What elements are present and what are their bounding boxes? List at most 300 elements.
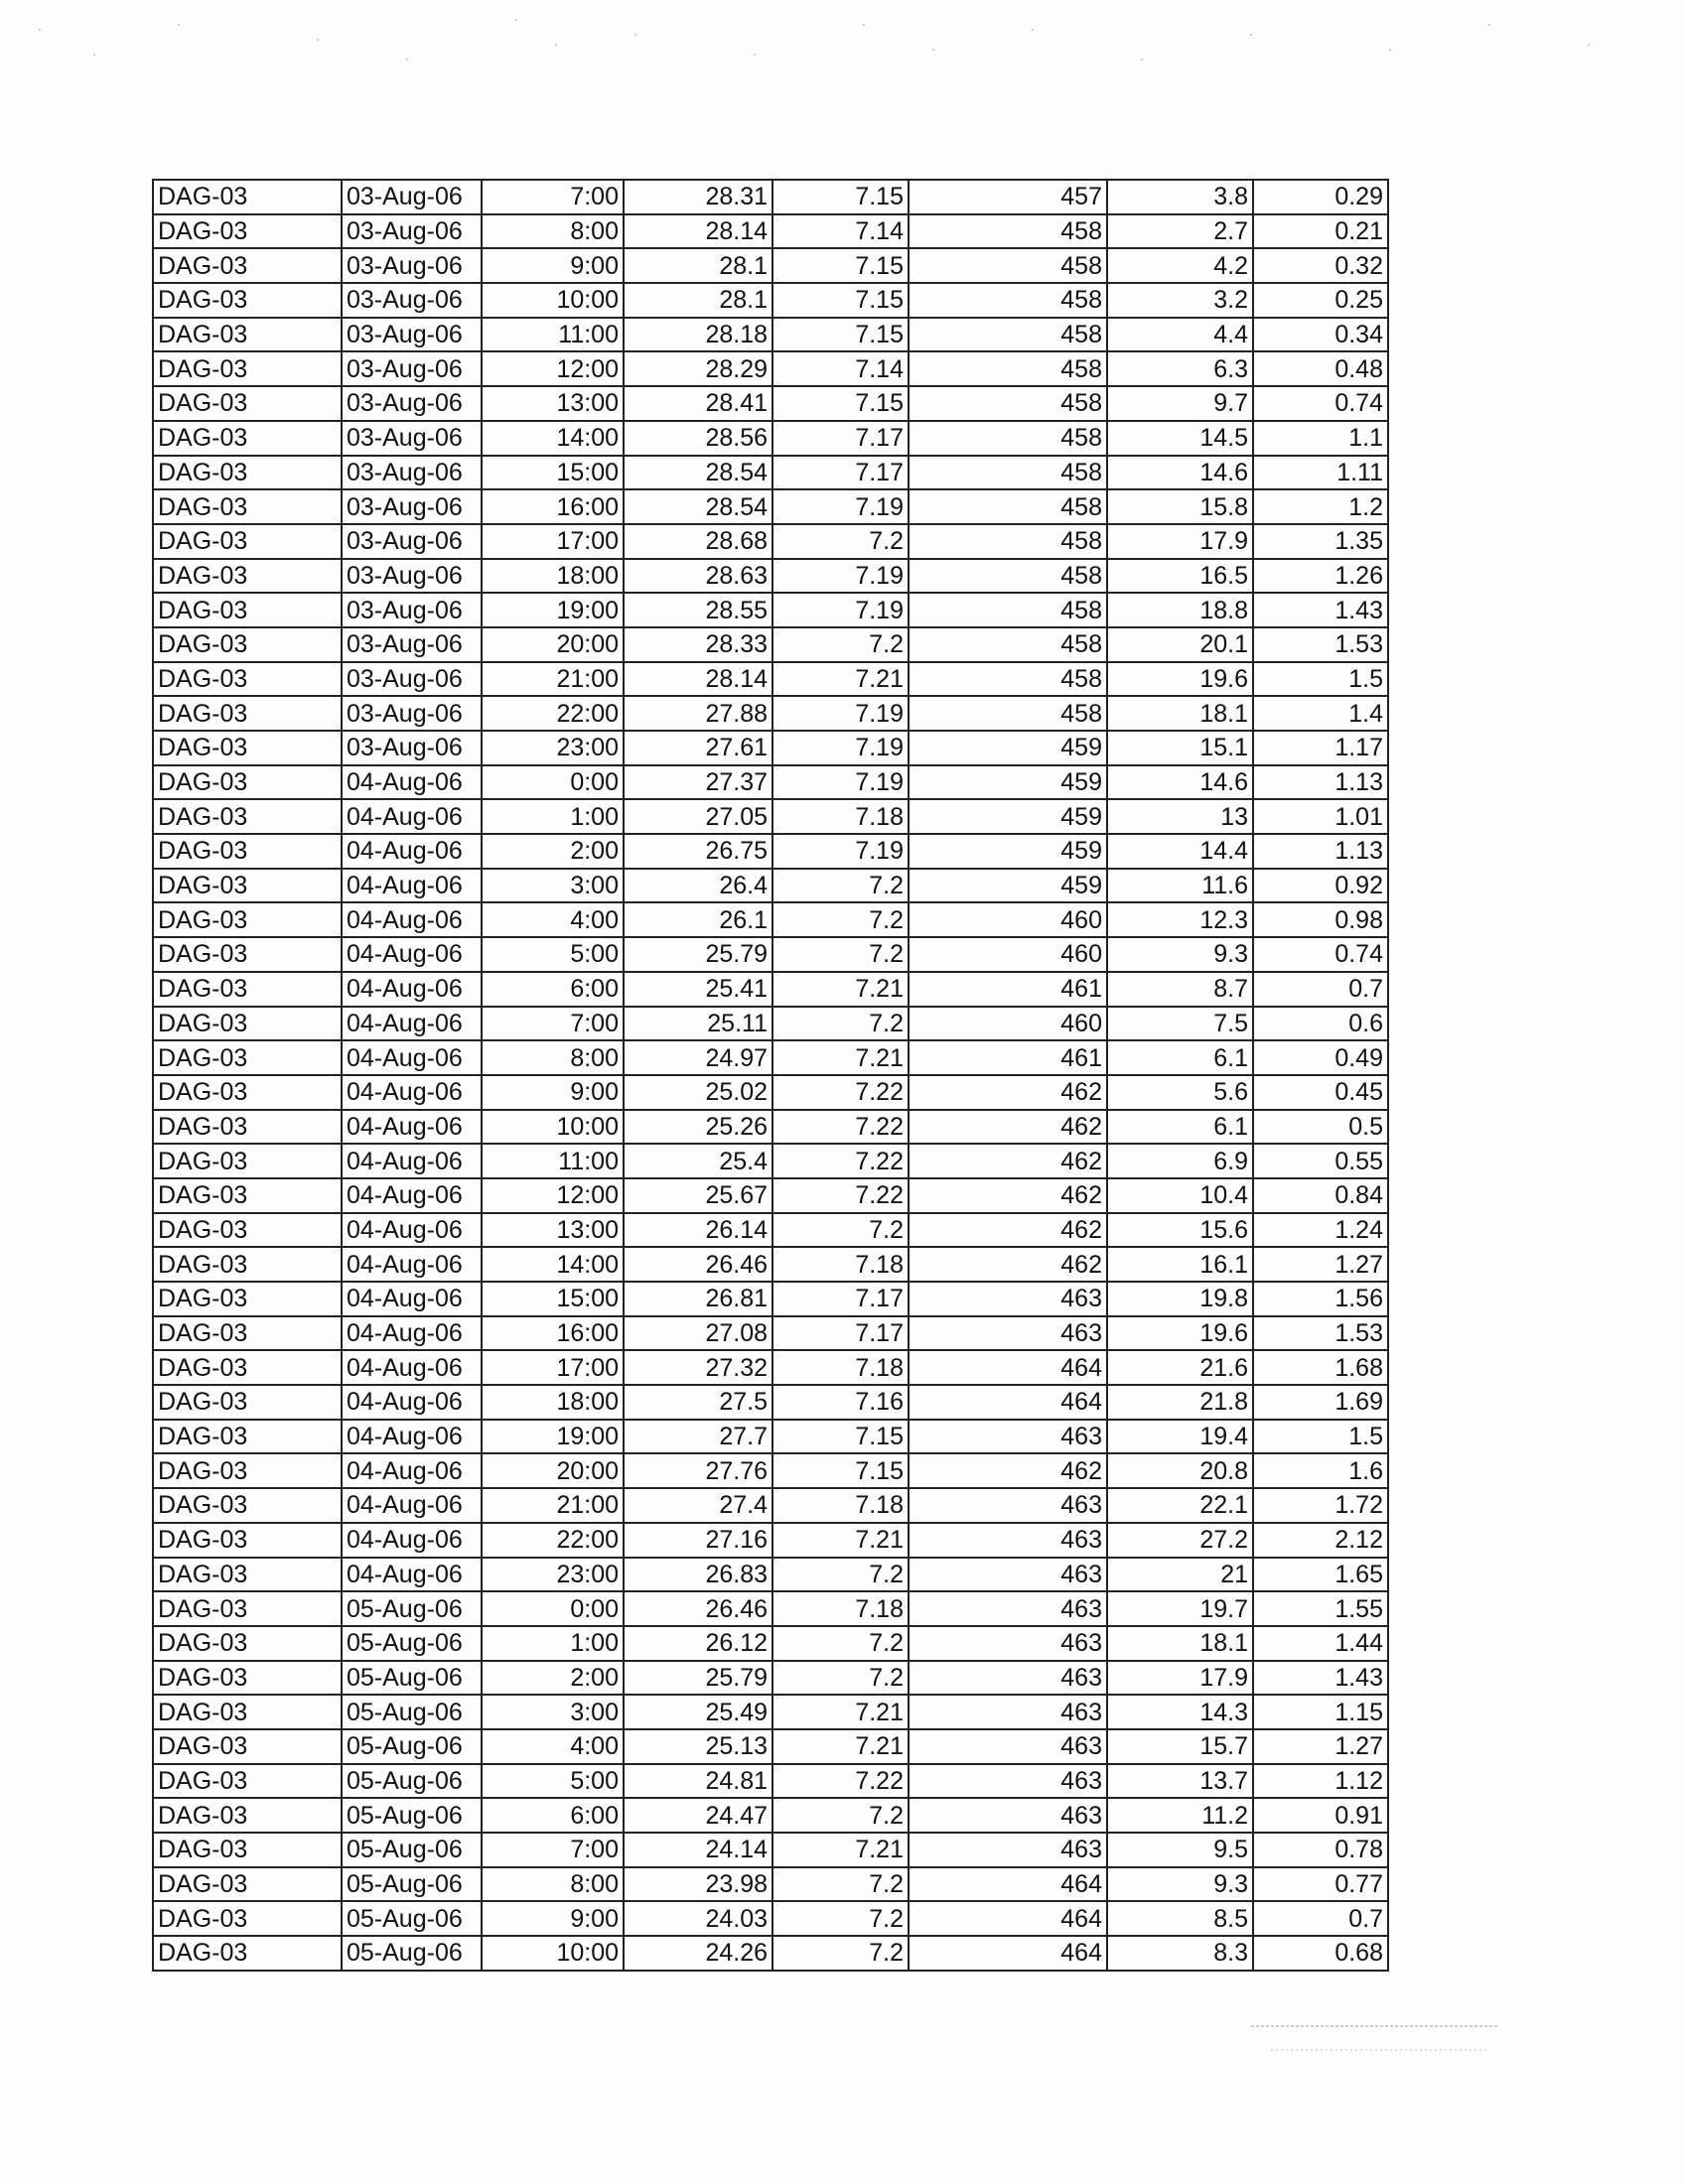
table-cell: 1.65 bbox=[1253, 1558, 1388, 1592]
table-cell: 6.1 bbox=[1107, 1040, 1253, 1075]
table-cell: 0:00 bbox=[482, 1591, 624, 1626]
table-cell: DAG-03 bbox=[153, 937, 342, 972]
table-cell: 19.6 bbox=[1107, 1316, 1253, 1351]
table-cell: 03-Aug-06 bbox=[342, 456, 482, 490]
table-cell: 26.46 bbox=[624, 1591, 772, 1626]
table-cell: 27.08 bbox=[624, 1316, 772, 1351]
table-cell: 28.18 bbox=[624, 318, 772, 352]
table-cell: 7.15 bbox=[772, 283, 909, 318]
table-cell: 1.24 bbox=[1253, 1213, 1388, 1248]
table-cell: 5:00 bbox=[482, 1764, 624, 1799]
table-cell: 7.18 bbox=[772, 1350, 909, 1385]
table-cell: DAG-03 bbox=[153, 1591, 342, 1626]
table-cell: 2:00 bbox=[482, 834, 624, 869]
table-cell: 7.18 bbox=[772, 1247, 909, 1282]
table-cell: 0.32 bbox=[1253, 248, 1388, 283]
table-cell: DAG-03 bbox=[153, 214, 342, 249]
table-cell: 1.15 bbox=[1253, 1695, 1388, 1729]
table-cell: 1.53 bbox=[1253, 627, 1388, 662]
table-row bbox=[153, 1385, 1388, 1420]
table-cell: DAG-03 bbox=[153, 1833, 342, 1867]
table-row bbox=[153, 1695, 1388, 1729]
table-cell: DAG-03 bbox=[153, 765, 342, 800]
table-cell: 7.16 bbox=[772, 1385, 909, 1420]
table-cell: DAG-03 bbox=[153, 421, 342, 456]
table-cell: 14.6 bbox=[1107, 456, 1253, 490]
table-cell: 458 bbox=[909, 524, 1107, 559]
table-cell: 462 bbox=[909, 1213, 1107, 1248]
table-cell: 19:00 bbox=[482, 593, 624, 627]
table-cell: 03-Aug-06 bbox=[342, 180, 482, 214]
table-cell: 1.12 bbox=[1253, 1764, 1388, 1799]
table-cell: 458 bbox=[909, 627, 1107, 662]
table-cell: 03-Aug-06 bbox=[342, 248, 482, 283]
table-cell: 0.68 bbox=[1253, 1936, 1388, 1971]
table-cell: 458 bbox=[909, 351, 1107, 386]
table-cell: DAG-03 bbox=[153, 1695, 342, 1729]
table-cell: 0.78 bbox=[1253, 1833, 1388, 1867]
table-cell: 463 bbox=[909, 1282, 1107, 1316]
table-cell: 15.7 bbox=[1107, 1729, 1253, 1764]
table-cell: 0.25 bbox=[1253, 283, 1388, 318]
table-row bbox=[153, 386, 1388, 421]
table-cell: 9.7 bbox=[1107, 386, 1253, 421]
table-cell: 05-Aug-06 bbox=[342, 1729, 482, 1764]
table-cell: 03-Aug-06 bbox=[342, 627, 482, 662]
table-cell: 17:00 bbox=[482, 1350, 624, 1385]
table-cell: 7.15 bbox=[772, 180, 909, 214]
table-cell: 7.2 bbox=[772, 627, 909, 662]
table-cell: 7.18 bbox=[772, 1488, 909, 1523]
table-cell: 03-Aug-06 bbox=[342, 524, 482, 559]
table-cell: 20.8 bbox=[1107, 1453, 1253, 1488]
table-cell: DAG-03 bbox=[153, 1316, 342, 1351]
table-cell: 1.1 bbox=[1253, 421, 1388, 456]
table-cell: 7.19 bbox=[772, 489, 909, 524]
table-cell: 1.68 bbox=[1253, 1350, 1388, 1385]
table-cell: DAG-03 bbox=[153, 1523, 342, 1558]
table-cell: 8:00 bbox=[482, 214, 624, 249]
table-cell: DAG-03 bbox=[153, 1178, 342, 1213]
table-cell: 7.22 bbox=[772, 1764, 909, 1799]
table-cell: 7.2 bbox=[772, 937, 909, 972]
table-cell: 4:00 bbox=[482, 902, 624, 937]
table-cell: 04-Aug-06 bbox=[342, 1488, 482, 1523]
table-cell: 1.17 bbox=[1253, 731, 1388, 765]
table-cell: 1.6 bbox=[1253, 1453, 1388, 1488]
table-cell: 0:00 bbox=[482, 765, 624, 800]
table-cell: 24.97 bbox=[624, 1040, 772, 1075]
table-cell: 3.2 bbox=[1107, 283, 1253, 318]
table-cell: DAG-03 bbox=[153, 489, 342, 524]
table-cell: 463 bbox=[909, 1558, 1107, 1592]
table-cell: 463 bbox=[909, 1661, 1107, 1696]
table-cell: 0.7 bbox=[1253, 972, 1388, 1007]
table-cell: 9:00 bbox=[482, 1075, 624, 1110]
table-cell: 9.5 bbox=[1107, 1833, 1253, 1867]
table-cell: 05-Aug-06 bbox=[342, 1626, 482, 1661]
table-cell: 1.13 bbox=[1253, 834, 1388, 869]
table-cell: DAG-03 bbox=[153, 1007, 342, 1041]
table-cell: 7.2 bbox=[772, 1626, 909, 1661]
table-cell: 1.43 bbox=[1253, 593, 1388, 627]
table-cell: 19.6 bbox=[1107, 662, 1253, 697]
table-cell: 03-Aug-06 bbox=[342, 559, 482, 594]
table-cell: 0.48 bbox=[1253, 351, 1388, 386]
table-cell: 462 bbox=[909, 1144, 1107, 1178]
table-row bbox=[153, 1075, 1388, 1110]
table-cell: 05-Aug-06 bbox=[342, 1833, 482, 1867]
table-cell: 04-Aug-06 bbox=[342, 1420, 482, 1454]
table-cell: 10.4 bbox=[1107, 1178, 1253, 1213]
table-cell: 458 bbox=[909, 248, 1107, 283]
table-cell: 7.17 bbox=[772, 421, 909, 456]
table-cell: DAG-03 bbox=[153, 559, 342, 594]
table-cell: 25.79 bbox=[624, 937, 772, 972]
table-cell: DAG-03 bbox=[153, 524, 342, 559]
table-cell: 9:00 bbox=[482, 1901, 624, 1936]
table-cell: 2.7 bbox=[1107, 214, 1253, 249]
table-cell: 460 bbox=[909, 1007, 1107, 1041]
table-cell: 7.15 bbox=[772, 248, 909, 283]
table-cell: 25.02 bbox=[624, 1075, 772, 1110]
table-cell: DAG-03 bbox=[153, 1040, 342, 1075]
table-cell: 7.22 bbox=[772, 1075, 909, 1110]
table-cell: 1.55 bbox=[1253, 1591, 1388, 1626]
table-cell: 464 bbox=[909, 1385, 1107, 1420]
table-cell: 7.19 bbox=[772, 696, 909, 731]
table-cell: 22:00 bbox=[482, 1523, 624, 1558]
table-cell: DAG-03 bbox=[153, 1661, 342, 1696]
table-cell: 27.5 bbox=[624, 1385, 772, 1420]
table-cell: 7.22 bbox=[772, 1110, 909, 1145]
table-cell: 0.34 bbox=[1253, 318, 1388, 352]
table-cell: 03-Aug-06 bbox=[342, 318, 482, 352]
table-cell: 458 bbox=[909, 662, 1107, 697]
table-cell: 7.21 bbox=[772, 1729, 909, 1764]
table-cell: 7.2 bbox=[772, 1901, 909, 1936]
table-cell: 05-Aug-06 bbox=[342, 1661, 482, 1696]
table-cell: 7.2 bbox=[772, 1936, 909, 1971]
table-cell: 7.14 bbox=[772, 214, 909, 249]
table-cell: 18.1 bbox=[1107, 1626, 1253, 1661]
table-row bbox=[153, 662, 1388, 697]
table-cell: 12:00 bbox=[482, 1178, 624, 1213]
table-cell: 458 bbox=[909, 593, 1107, 627]
table-cell: 1.11 bbox=[1253, 456, 1388, 490]
table-cell: 27.16 bbox=[624, 1523, 772, 1558]
table-cell: 461 bbox=[909, 1040, 1107, 1075]
table-cell: 28.33 bbox=[624, 627, 772, 662]
table-cell: DAG-03 bbox=[153, 1110, 342, 1145]
table-cell: 8.5 bbox=[1107, 1901, 1253, 1936]
table-cell: 2.12 bbox=[1253, 1523, 1388, 1558]
table-cell: 462 bbox=[909, 1110, 1107, 1145]
table-cell: 7.2 bbox=[772, 1661, 909, 1696]
table-cell: 458 bbox=[909, 421, 1107, 456]
table-cell: 17.9 bbox=[1107, 524, 1253, 559]
table-cell: 463 bbox=[909, 1833, 1107, 1867]
table-cell: 28.14 bbox=[624, 662, 772, 697]
table-row bbox=[153, 489, 1388, 524]
table-cell: 21 bbox=[1107, 1558, 1253, 1592]
table-cell: 0.91 bbox=[1253, 1798, 1388, 1833]
table-cell: 11.2 bbox=[1107, 1798, 1253, 1833]
table-cell: 19.4 bbox=[1107, 1420, 1253, 1454]
table-row bbox=[153, 1558, 1388, 1592]
table-cell: 23:00 bbox=[482, 1558, 624, 1592]
table-cell: DAG-03 bbox=[153, 1213, 342, 1248]
table-cell: 8.7 bbox=[1107, 972, 1253, 1007]
table-cell: 10:00 bbox=[482, 1110, 624, 1145]
table-cell: 21.8 bbox=[1107, 1385, 1253, 1420]
table-cell: 16.1 bbox=[1107, 1247, 1253, 1282]
table-cell: 20:00 bbox=[482, 1453, 624, 1488]
table-cell: 19:00 bbox=[482, 1420, 624, 1454]
table-cell: 7.21 bbox=[772, 662, 909, 697]
table-cell: 27.76 bbox=[624, 1453, 772, 1488]
table-cell: 9:00 bbox=[482, 248, 624, 283]
table-cell: 463 bbox=[909, 1626, 1107, 1661]
table-cell: 17:00 bbox=[482, 524, 624, 559]
table-cell: DAG-03 bbox=[153, 1867, 342, 1902]
table-row bbox=[153, 1213, 1388, 1248]
table-cell: 0.84 bbox=[1253, 1178, 1388, 1213]
table-cell: 458 bbox=[909, 696, 1107, 731]
table-cell: 05-Aug-06 bbox=[342, 1764, 482, 1799]
table-cell: 0.49 bbox=[1253, 1040, 1388, 1075]
table-cell: 463 bbox=[909, 1488, 1107, 1523]
table-cell: 05-Aug-06 bbox=[342, 1798, 482, 1833]
table-cell: DAG-03 bbox=[153, 1247, 342, 1282]
table-cell: 03-Aug-06 bbox=[342, 283, 482, 318]
table-cell: DAG-03 bbox=[153, 799, 342, 834]
table-cell: DAG-03 bbox=[153, 731, 342, 765]
table-cell: 458 bbox=[909, 559, 1107, 594]
table-cell: 3:00 bbox=[482, 1695, 624, 1729]
table-cell: 2:00 bbox=[482, 1661, 624, 1696]
table-cell: 7.2 bbox=[772, 1558, 909, 1592]
table-cell: 04-Aug-06 bbox=[342, 1110, 482, 1145]
table-cell: 7.5 bbox=[1107, 1007, 1253, 1041]
table-cell: 18.8 bbox=[1107, 593, 1253, 627]
table-row bbox=[153, 421, 1388, 456]
table-row bbox=[153, 937, 1388, 972]
table-cell: 7.2 bbox=[772, 902, 909, 937]
table-cell: 9.3 bbox=[1107, 1867, 1253, 1902]
table-cell: 7.2 bbox=[772, 1007, 909, 1041]
table-cell: 04-Aug-06 bbox=[342, 1040, 482, 1075]
table-cell: 17.9 bbox=[1107, 1661, 1253, 1696]
table-cell: DAG-03 bbox=[153, 869, 342, 903]
table-row bbox=[153, 559, 1388, 594]
table-cell: 15.6 bbox=[1107, 1213, 1253, 1248]
table-cell: 5.6 bbox=[1107, 1075, 1253, 1110]
table-row bbox=[153, 765, 1388, 800]
table-row bbox=[153, 283, 1388, 318]
table-cell: DAG-03 bbox=[153, 834, 342, 869]
table-cell: 05-Aug-06 bbox=[342, 1591, 482, 1626]
table-cell: 04-Aug-06 bbox=[342, 1558, 482, 1592]
table-cell: 04-Aug-06 bbox=[342, 1385, 482, 1420]
table-cell: 14.3 bbox=[1107, 1695, 1253, 1729]
table-cell: 7.19 bbox=[772, 731, 909, 765]
table-cell: DAG-03 bbox=[153, 1075, 342, 1110]
table-cell: 462 bbox=[909, 1075, 1107, 1110]
table-cell: 15:00 bbox=[482, 456, 624, 490]
table-cell: 458 bbox=[909, 386, 1107, 421]
table-cell: 7.15 bbox=[772, 386, 909, 421]
table-cell: 14:00 bbox=[482, 1247, 624, 1282]
table-cell: 04-Aug-06 bbox=[342, 834, 482, 869]
table-cell: 11:00 bbox=[482, 318, 624, 352]
table-cell: 7.2 bbox=[772, 1867, 909, 1902]
table-cell: 7.2 bbox=[772, 524, 909, 559]
table-row bbox=[153, 1110, 1388, 1145]
table-cell: 1.53 bbox=[1253, 1316, 1388, 1351]
table-cell: 6.1 bbox=[1107, 1110, 1253, 1145]
table-cell: DAG-03 bbox=[153, 248, 342, 283]
table-cell: 27.7 bbox=[624, 1420, 772, 1454]
table-cell: 23:00 bbox=[482, 731, 624, 765]
table-cell: 28.14 bbox=[624, 214, 772, 249]
table-cell: 15.1 bbox=[1107, 731, 1253, 765]
table-row bbox=[153, 1247, 1388, 1282]
table-cell: 0.21 bbox=[1253, 214, 1388, 249]
table-row bbox=[153, 834, 1388, 869]
table-cell: 19.7 bbox=[1107, 1591, 1253, 1626]
table-cell: 9.3 bbox=[1107, 937, 1253, 972]
table-cell: 5:00 bbox=[482, 937, 624, 972]
table-cell: DAG-03 bbox=[153, 627, 342, 662]
table-cell: 04-Aug-06 bbox=[342, 1523, 482, 1558]
table-cell: 28.1 bbox=[624, 283, 772, 318]
table-row bbox=[153, 1798, 1388, 1833]
table-cell: 15.8 bbox=[1107, 489, 1253, 524]
table-cell: 458 bbox=[909, 214, 1107, 249]
table-cell: DAG-03 bbox=[153, 1420, 342, 1454]
table-cell: DAG-03 bbox=[153, 1350, 342, 1385]
table-row bbox=[153, 1867, 1388, 1902]
table-cell: 13:00 bbox=[482, 1213, 624, 1248]
table-cell: 1.26 bbox=[1253, 559, 1388, 594]
table-cell: 464 bbox=[909, 1901, 1107, 1936]
table-cell: 24.14 bbox=[624, 1833, 772, 1867]
table-cell: 03-Aug-06 bbox=[342, 662, 482, 697]
table-cell: 1.5 bbox=[1253, 662, 1388, 697]
table-cell: 458 bbox=[909, 318, 1107, 352]
table-cell: 03-Aug-06 bbox=[342, 421, 482, 456]
table-cell: 16.5 bbox=[1107, 559, 1253, 594]
table-cell: DAG-03 bbox=[153, 351, 342, 386]
table-cell: 7.17 bbox=[772, 1316, 909, 1351]
table-cell: 28.54 bbox=[624, 489, 772, 524]
table-cell: 4.4 bbox=[1107, 318, 1253, 352]
table-row bbox=[153, 248, 1388, 283]
table-cell: 28.68 bbox=[624, 524, 772, 559]
table-cell: 26.14 bbox=[624, 1213, 772, 1248]
table-cell: 7.21 bbox=[772, 972, 909, 1007]
table-cell: 4:00 bbox=[482, 1729, 624, 1764]
table-cell: 0.6 bbox=[1253, 1007, 1388, 1041]
table-cell: 27.88 bbox=[624, 696, 772, 731]
table-cell: 463 bbox=[909, 1420, 1107, 1454]
table-row bbox=[153, 1453, 1388, 1488]
table-row bbox=[153, 318, 1388, 352]
table-cell: 04-Aug-06 bbox=[342, 1247, 482, 1282]
table-cell: 7.19 bbox=[772, 765, 909, 800]
table-cell: 04-Aug-06 bbox=[342, 1282, 482, 1316]
table-row bbox=[153, 1591, 1388, 1626]
table-cell: 05-Aug-06 bbox=[342, 1867, 482, 1902]
table-cell: 27.05 bbox=[624, 799, 772, 834]
table-cell: 7.15 bbox=[772, 1420, 909, 1454]
table-cell: 26.75 bbox=[624, 834, 772, 869]
table-cell: 7.15 bbox=[772, 318, 909, 352]
table-cell: 3:00 bbox=[482, 869, 624, 903]
table-row bbox=[153, 1350, 1388, 1385]
table-cell: 7.21 bbox=[772, 1040, 909, 1075]
table-row bbox=[153, 1764, 1388, 1799]
table-cell: 03-Aug-06 bbox=[342, 386, 482, 421]
table-cell: 04-Aug-06 bbox=[342, 1144, 482, 1178]
table-cell: 21.6 bbox=[1107, 1350, 1253, 1385]
table-cell: 22:00 bbox=[482, 696, 624, 731]
table-cell: DAG-03 bbox=[153, 283, 342, 318]
table-cell: 6:00 bbox=[482, 1798, 624, 1833]
table-cell: 457 bbox=[909, 180, 1107, 214]
table-cell: 15:00 bbox=[482, 1282, 624, 1316]
table-cell: 25.79 bbox=[624, 1661, 772, 1696]
table-cell: 28.54 bbox=[624, 456, 772, 490]
table-cell: 13 bbox=[1107, 799, 1253, 834]
table-cell: 04-Aug-06 bbox=[342, 1178, 482, 1213]
table-cell: 7.22 bbox=[772, 1144, 909, 1178]
table-cell: DAG-03 bbox=[153, 456, 342, 490]
table-cell: 463 bbox=[909, 1764, 1107, 1799]
table-cell: 04-Aug-06 bbox=[342, 937, 482, 972]
table-row bbox=[153, 351, 1388, 386]
table-row bbox=[153, 972, 1388, 1007]
table-cell: 1.27 bbox=[1253, 1247, 1388, 1282]
table-cell: 462 bbox=[909, 1247, 1107, 1282]
table-cell: DAG-03 bbox=[153, 1488, 342, 1523]
table-cell: 463 bbox=[909, 1729, 1107, 1764]
table-cell: 0.55 bbox=[1253, 1144, 1388, 1178]
table-cell: 25.26 bbox=[624, 1110, 772, 1145]
table-cell: 22.1 bbox=[1107, 1488, 1253, 1523]
table-cell: 04-Aug-06 bbox=[342, 1075, 482, 1110]
table-cell: 0.77 bbox=[1253, 1867, 1388, 1902]
table-cell: 464 bbox=[909, 1936, 1107, 1971]
table-cell: 1.69 bbox=[1253, 1385, 1388, 1420]
table-cell: DAG-03 bbox=[153, 696, 342, 731]
table-cell: 1.56 bbox=[1253, 1282, 1388, 1316]
table-cell: 1:00 bbox=[482, 1626, 624, 1661]
table-cell: 7.18 bbox=[772, 799, 909, 834]
table-cell: 03-Aug-06 bbox=[342, 593, 482, 627]
table-cell: 03-Aug-06 bbox=[342, 731, 482, 765]
table-cell: 04-Aug-06 bbox=[342, 1316, 482, 1351]
table-row bbox=[153, 1420, 1388, 1454]
table-row bbox=[153, 1729, 1388, 1764]
table-row bbox=[153, 593, 1388, 627]
table-cell: 7.17 bbox=[772, 1282, 909, 1316]
table-row bbox=[153, 1661, 1388, 1696]
table-cell: 0.74 bbox=[1253, 937, 1388, 972]
table-cell: 13.7 bbox=[1107, 1764, 1253, 1799]
table-cell: 04-Aug-06 bbox=[342, 972, 482, 1007]
